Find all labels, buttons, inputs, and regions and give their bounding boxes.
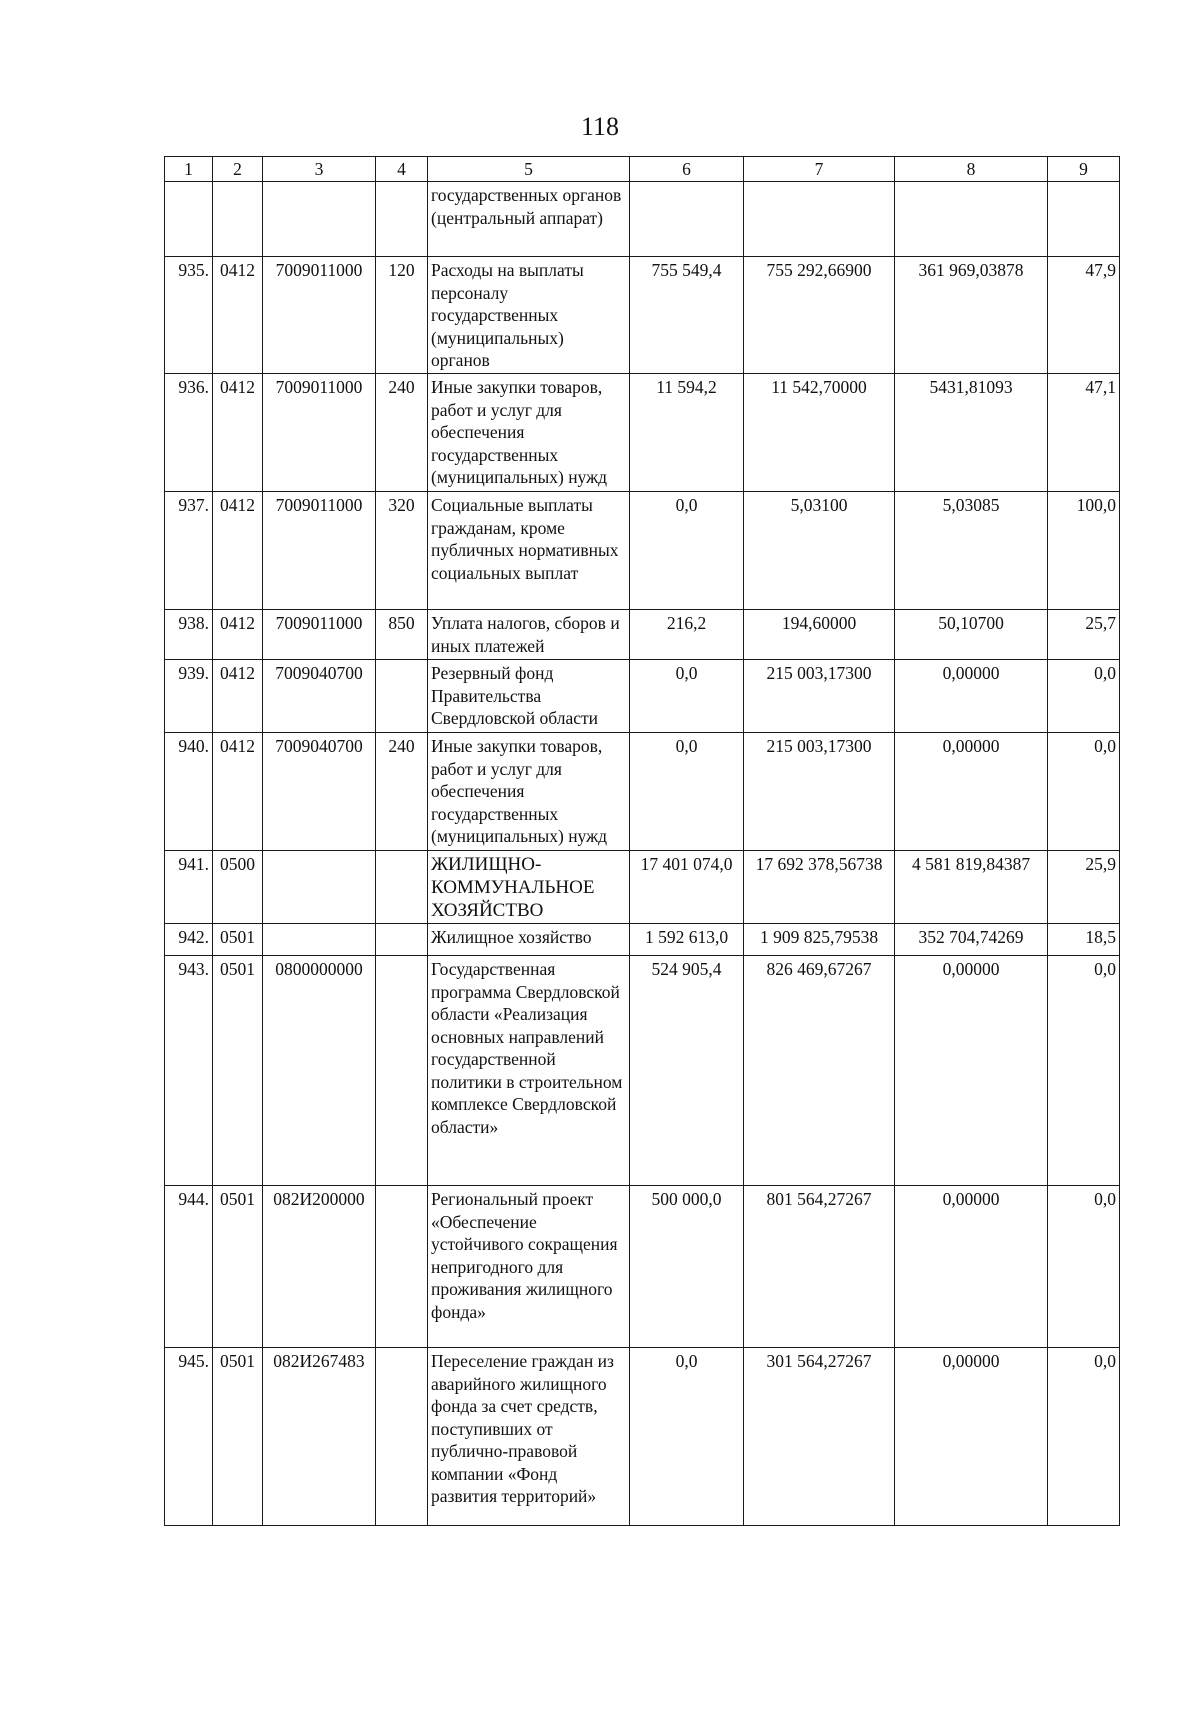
row-number: 944. <box>165 1186 213 1348</box>
row-number: 945. <box>165 1348 213 1526</box>
section-code: 0500 <box>213 851 263 924</box>
value-col-6: 216,2 <box>630 610 744 660</box>
header-col-2: 2 <box>213 157 263 182</box>
percent-value: 0,0 <box>1048 660 1120 733</box>
value-col-7: 1 909 825,79538 <box>744 924 895 956</box>
expense-type-code: 320 <box>376 492 428 610</box>
item-name: Жилищное хозяйство <box>428 924 630 956</box>
percent-value: 18,5 <box>1048 924 1120 956</box>
header-col-9: 9 <box>1048 157 1120 182</box>
item-name: Социальные выплаты гражданам, кроме публичных нормативных социальных выплат <box>428 492 630 610</box>
expense-type-code <box>376 851 428 924</box>
header-col-7: 7 <box>744 157 895 182</box>
percent-value: 47,9 <box>1048 257 1120 374</box>
item-name: Иные закупки товаров, работ и услуг для обеспечения государственных (муниципальных) нужд <box>428 733 630 851</box>
table-row <box>165 924 1120 956</box>
target-code: 7009011000 <box>263 610 376 660</box>
value-col-8: 361 969,03878 <box>895 257 1048 374</box>
table-row <box>165 257 1120 374</box>
section-code: 0501 <box>213 924 263 956</box>
item-name: Резервный фонд Правительства Свердловской области <box>428 660 630 733</box>
header-col-6: 6 <box>630 157 744 182</box>
value-col-6: 0,0 <box>630 660 744 733</box>
row-number: 938. <box>165 610 213 660</box>
table-row <box>165 956 1120 1186</box>
header-row <box>165 157 1120 182</box>
table-row <box>165 182 1120 257</box>
item-name: Региональный проект «Обеспечение устойчивого сокращения непригодного для проживания жилищного фонда» <box>428 1186 630 1348</box>
table-row <box>165 610 1120 660</box>
value-col-8: 0,00000 <box>895 660 1048 733</box>
target-code: 7009011000 <box>263 257 376 374</box>
section-code <box>213 182 263 257</box>
value-col-6: 1 592 613,0 <box>630 924 744 956</box>
value-col-7: 801 564,27267 <box>744 1186 895 1348</box>
value-col-7: 17 692 378,56738 <box>744 851 895 924</box>
target-code: 7009011000 <box>263 492 376 610</box>
percent-value: 0,0 <box>1048 733 1120 851</box>
section-code: 0412 <box>213 733 263 851</box>
section-code: 0501 <box>213 1348 263 1526</box>
value-col-6: 0,0 <box>630 733 744 851</box>
section-code: 0412 <box>213 660 263 733</box>
percent-value: 0,0 <box>1048 956 1120 1186</box>
target-code: 0800000000 <box>263 956 376 1186</box>
table-row <box>165 492 1120 610</box>
percent-value <box>1048 182 1120 257</box>
value-col-7: 301 564,27267 <box>744 1348 895 1526</box>
row-number: 940. <box>165 733 213 851</box>
expense-type-code: 240 <box>376 733 428 851</box>
row-number: 939. <box>165 660 213 733</box>
row-number: 941. <box>165 851 213 924</box>
table-row <box>165 1348 1120 1526</box>
value-col-6: 500 000,0 <box>630 1186 744 1348</box>
table-row <box>165 374 1120 492</box>
table-row <box>165 1186 1120 1348</box>
value-col-7 <box>744 182 895 257</box>
expense-type-code: 120 <box>376 257 428 374</box>
table-row <box>165 660 1120 733</box>
item-name: Государственная программа Свердловской области «Реализация основных направлений государственной политики в строительном комплексе Свердловской области» <box>428 956 630 1186</box>
target-code <box>263 851 376 924</box>
row-number: 937. <box>165 492 213 610</box>
section-code: 0412 <box>213 610 263 660</box>
target-code: 7009040700 <box>263 733 376 851</box>
percent-value: 100,0 <box>1048 492 1120 610</box>
header-col-8: 8 <box>895 157 1048 182</box>
value-col-6: 524 905,4 <box>630 956 744 1186</box>
header-col-3: 3 <box>263 157 376 182</box>
expense-type-code <box>376 660 428 733</box>
target-code: 7009011000 <box>263 374 376 492</box>
item-name: Иные закупки товаров, работ и услуг для обеспечения государственных (муниципальных) нужд <box>428 374 630 492</box>
value-col-8: 5431,81093 <box>895 374 1048 492</box>
value-col-8: 352 704,74269 <box>895 924 1048 956</box>
percent-value: 25,9 <box>1048 851 1120 924</box>
value-col-8: 0,00000 <box>895 956 1048 1186</box>
table-row <box>165 851 1120 924</box>
value-col-8: 50,10700 <box>895 610 1048 660</box>
section-code: 0501 <box>213 1186 263 1348</box>
item-name: ЖИЛИЩНО-КОММУНАЛЬНОЕ ХОЗЯЙСТВО <box>428 851 630 924</box>
value-col-8: 4 581 819,84387 <box>895 851 1048 924</box>
target-code <box>263 924 376 956</box>
value-col-8: 0,00000 <box>895 1348 1048 1526</box>
row-number: 943. <box>165 956 213 1186</box>
expense-type-code: 850 <box>376 610 428 660</box>
expense-type-code <box>376 1186 428 1348</box>
expense-type-code <box>376 924 428 956</box>
item-name: Переселение граждан из аварийного жилищного фонда за счет средств, поступивших от публично-правовой компании «Фонд развития территорий» <box>428 1348 630 1526</box>
row-number: 935. <box>165 257 213 374</box>
header-col-1: 1 <box>165 157 213 182</box>
value-col-6: 11 594,2 <box>630 374 744 492</box>
percent-value: 0,0 <box>1048 1186 1120 1348</box>
budget-table <box>164 156 1120 1526</box>
value-col-6 <box>630 182 744 257</box>
value-col-8: 0,00000 <box>895 733 1048 851</box>
value-col-8: 0,00000 <box>895 1186 1048 1348</box>
section-code: 0501 <box>213 956 263 1186</box>
percent-value: 47,1 <box>1048 374 1120 492</box>
item-name: Расходы на выплаты персоналу государственных (муниципальных) органов <box>428 257 630 374</box>
row-number: 942. <box>165 924 213 956</box>
row-number: 936. <box>165 374 213 492</box>
target-code <box>263 182 376 257</box>
target-code: 7009040700 <box>263 660 376 733</box>
value-col-7: 215 003,17300 <box>744 733 895 851</box>
value-col-8: 5,03085 <box>895 492 1048 610</box>
expense-type-code <box>376 1348 428 1526</box>
page-number: 118 <box>580 112 620 141</box>
value-col-7: 194,60000 <box>744 610 895 660</box>
section-code: 0412 <box>213 257 263 374</box>
section-code: 0412 <box>213 374 263 492</box>
percent-value: 0,0 <box>1048 1348 1120 1526</box>
item-name: государственных органов (центральный аппарат) <box>428 182 630 257</box>
target-code: 082И200000 <box>263 1186 376 1348</box>
expense-type-code: 240 <box>376 374 428 492</box>
table-row <box>165 733 1120 851</box>
value-col-6: 755 549,4 <box>630 257 744 374</box>
value-col-7: 215 003,17300 <box>744 660 895 733</box>
value-col-6: 0,0 <box>630 492 744 610</box>
value-col-6: 0,0 <box>630 1348 744 1526</box>
expense-type-code <box>376 182 428 257</box>
item-name: Уплата налогов, сборов и иных платежей <box>428 610 630 660</box>
value-col-8 <box>895 182 1048 257</box>
value-col-7: 11 542,70000 <box>744 374 895 492</box>
value-col-7: 826 469,67267 <box>744 956 895 1186</box>
value-col-6: 17 401 074,0 <box>630 851 744 924</box>
header-col-4: 4 <box>376 157 428 182</box>
value-col-7: 755 292,66900 <box>744 257 895 374</box>
header-col-5: 5 <box>428 157 630 182</box>
percent-value: 25,7 <box>1048 610 1120 660</box>
target-code: 082И267483 <box>263 1348 376 1526</box>
value-col-7: 5,03100 <box>744 492 895 610</box>
row-number <box>165 182 213 257</box>
expense-type-code <box>376 956 428 1186</box>
section-code: 0412 <box>213 492 263 610</box>
